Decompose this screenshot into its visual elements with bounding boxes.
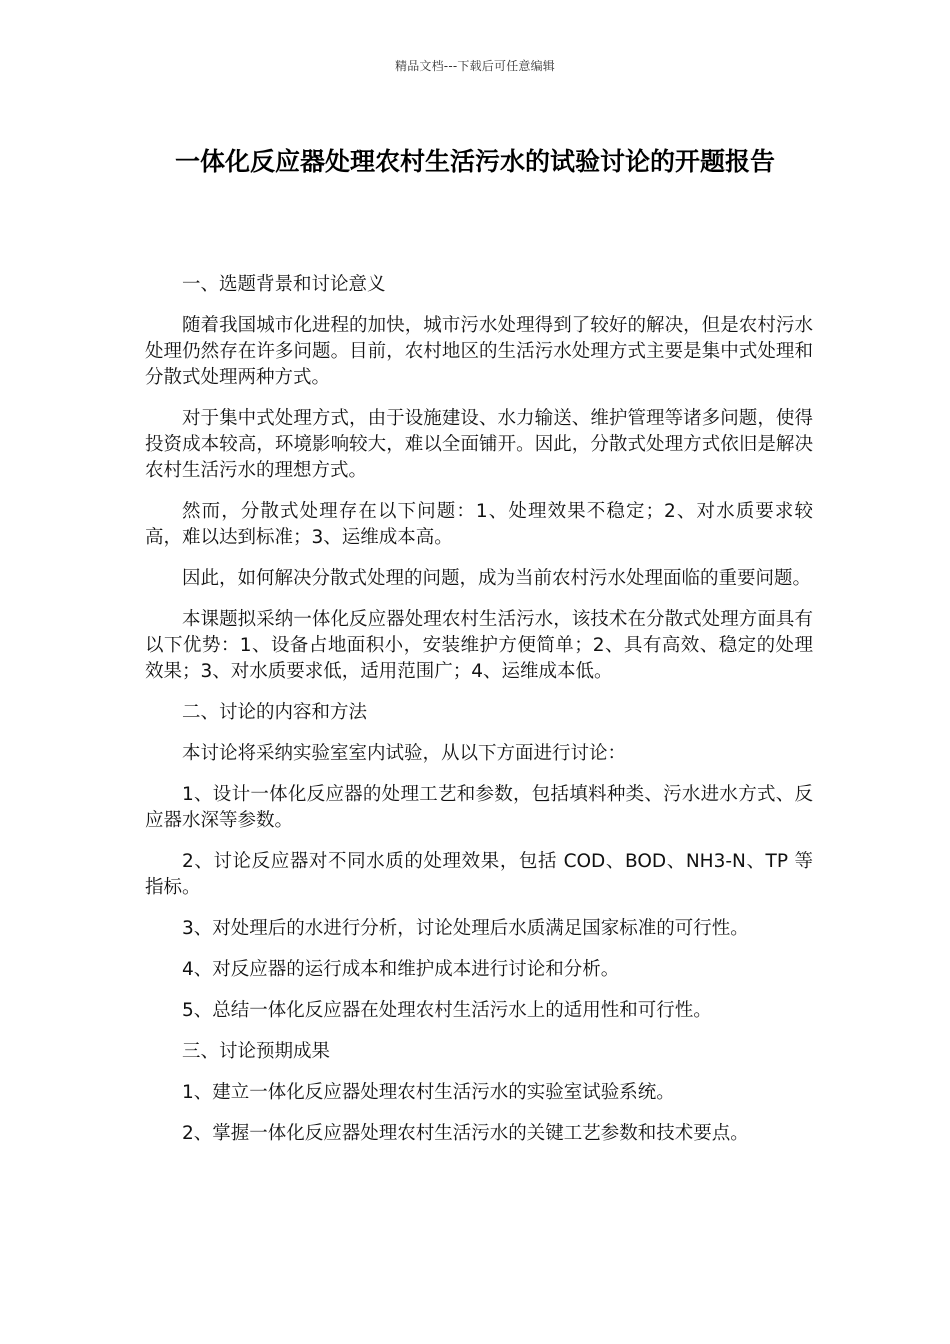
document-title: 一体化反应器处理农村生活污水的试验讨论的开题报告 bbox=[174, 147, 775, 176]
list-item-method-1: 1、设计一体化反应器的处理工艺和参数，包括填料种类、污水进水方式、反应器水深等参数。 bbox=[145, 784, 813, 831]
section-heading-methods: 二、讨论的内容和方法 bbox=[182, 702, 368, 723]
paragraph-decentralized-problems: 然而，分散式处理存在以下问题：1、处理效果不稳定；2、对水质要求较高，难以达到标准；3、运维成本高。 bbox=[145, 501, 813, 548]
list-item-method-2: 2、讨论反应器对不同水质的处理效果，包括 COD、BOD、NH3-N、TP 等指标。 bbox=[145, 851, 813, 898]
page-header-note: 精品文档---下载后可任意编辑 bbox=[395, 59, 555, 73]
paragraph-centralized: 对于集中式处理方式，由于设施建设、水力输送、维护管理等诸多问题，使得投资成本较高，环境影响较大，难以全面铺开。因此，分散式处理方式依旧是解决农村生活污水的理想方式。 bbox=[145, 408, 813, 481]
list-item-result-2: 2、掌握一体化反应器处理农村生活污水的关键工艺参数和技术要点。 bbox=[182, 1123, 749, 1144]
section-heading-results: 三、讨论预期成果 bbox=[182, 1041, 331, 1062]
list-item-method-3: 3、对处理后的水进行分析，讨论处理后水质满足国家标准的可行性。 bbox=[182, 918, 749, 939]
paragraph-urbanization: 随着我国城市化进程的加快，城市污水处理得到了较好的解决，但是农村污水处理仍然存在许多问题。目前，农村地区的生活污水处理方式主要是集中式处理和分散式处理两种方式。 bbox=[145, 315, 813, 388]
section-heading-background: 一、选题背景和讨论意义 bbox=[182, 274, 386, 295]
list-item-method-4: 4、对反应器的运行成本和维护成本进行讨论和分析。 bbox=[182, 959, 620, 980]
paragraph-key-problem: 因此，如何解决分散式处理的问题，成为当前农村污水处理面临的重要问题。 bbox=[182, 568, 812, 589]
list-item-result-1: 1、建立一体化反应器处理农村生活污水的实验室试验系统。 bbox=[182, 1082, 675, 1103]
paragraph-methods-intro: 本讨论将采纳实验室室内试验，从以下方面进行讨论： bbox=[182, 743, 627, 764]
document-body bbox=[145, 272, 813, 1162]
paragraph-advantages: 本课题拟采纳一体化反应器处理农村生活污水，该技术在分散式处理方面具有以下优势：1、设备占地面积小，安装维护方便简单；2、具有高效、稳定的处理效果；3、对水质要求低，适用范围广；4、运维成本低。 bbox=[145, 609, 813, 682]
list-item-method-5: 5、总结一体化反应器在处理农村生活污水上的适用性和可行性。 bbox=[182, 1000, 712, 1021]
